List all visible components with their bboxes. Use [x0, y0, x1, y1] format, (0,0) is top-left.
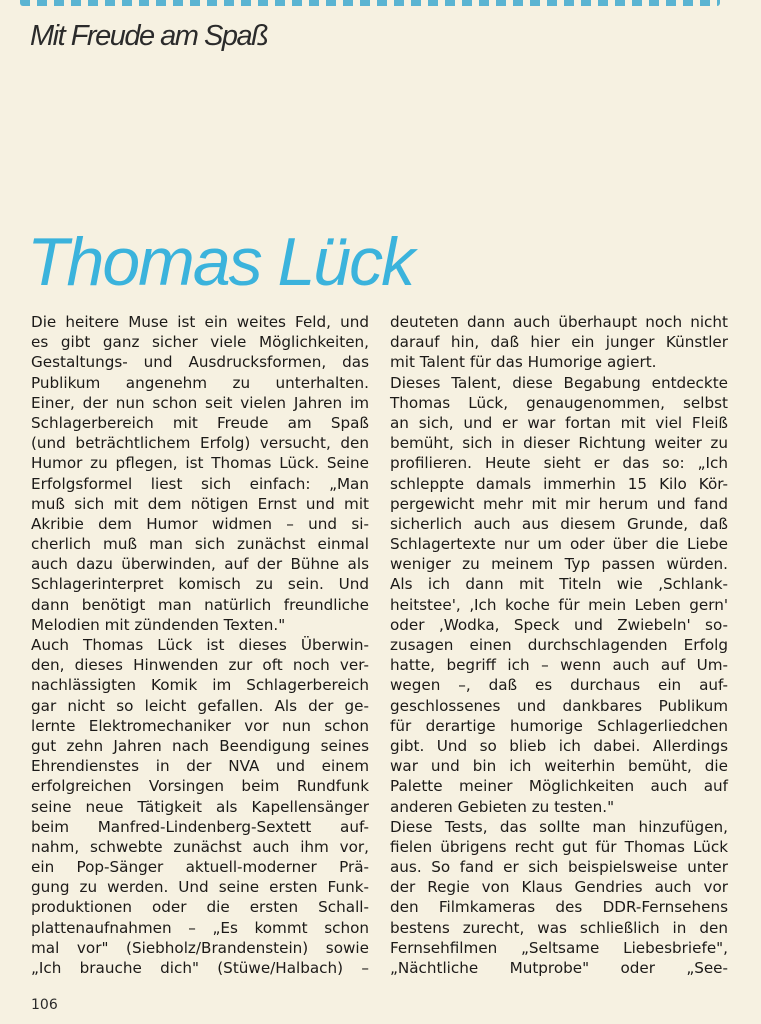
text-line: Fernsehfilmen „Seltsame Liebesbriefe", [390, 938, 728, 957]
article-column-left [31, 312, 369, 978]
text-line: Humor zu pflegen, ist Thomas Lück. Seine [31, 454, 369, 473]
article-column-right [390, 312, 728, 978]
text-line: den, dieses Hinwenden zur oft noch ver- [31, 656, 369, 675]
text-line: Schlagerbereich mit Freude am Spaß [31, 413, 369, 432]
text-line: Auch Thomas Lück ist dieses Überwin- [31, 636, 369, 654]
text-line: gibt. Und so blieb ich dabei. Allerdings [390, 736, 728, 755]
text-line: darauf hin, daß hier ein junger Künstler [390, 333, 728, 352]
text-line: sicherlich auch aus diesem Grunde, daß [390, 514, 728, 533]
text-line: für derartige humorige Schlagerliedchen [390, 716, 728, 735]
page-number: 106 [31, 997, 58, 1013]
text-line: nahm, schwebte zunächst auch ihm vor, [31, 837, 369, 856]
text-line: weniger zu meinem Typ passen würden. [390, 555, 728, 574]
text-line: oder ‚Wodka, Speck und Zwiebeln' so- [390, 615, 728, 634]
text-line: Palette meiner Möglichkeiten auch auf [390, 777, 728, 796]
text-line: geschlossenes und dankbares Publikum [390, 696, 728, 715]
text-line: es gibt ganz sicher viele Möglichkeiten, [31, 333, 369, 352]
section-title: Mit Freude am Spaß [30, 20, 268, 52]
text-line: „Nächtliche Mutprobe" oder „See- [390, 959, 728, 977]
text-line: produktionen oder die ersten Schall- [31, 898, 369, 917]
text-line: profilieren. Heute sieht er das so: „Ich [390, 454, 728, 473]
decorative-top-border [20, 0, 720, 6]
text-line: Erfolgsformel liest sich einfach: „Man [31, 474, 369, 493]
text-line: nachlässigten Komik im Schlagerbereich [31, 676, 369, 695]
text-line: beim Manfred-Lindenberg-Sextett auf- [31, 817, 369, 836]
text-line: muß sich mit dem nötigen Ernst und mit [31, 494, 369, 513]
text-line: Ehrendienstes in der NVA und einem [31, 757, 369, 776]
text-line: dann benötigt man natürlich freundliche [31, 595, 369, 614]
text-line: wegen –, daß es durchaus ein auf- [390, 676, 728, 695]
text-line: cherlich muß man sich zunächst einmal [31, 535, 369, 554]
text-line: an sich, und er war fortan mit viel Fleiß [390, 413, 728, 432]
text-line: Als ich dann mit Titeln wie ‚Schlank- [390, 575, 728, 594]
text-line: plattenaufnahmen – „Es kommt schon [31, 918, 369, 937]
text-line: „Ich brauche dich" (Stüwe/Halbach) – [31, 959, 369, 977]
text-line: deuteten dann auch überhaupt noch nicht [390, 313, 728, 331]
text-line: fielen übrigens recht gut für Thomas Lück [390, 837, 728, 856]
text-line: Diese Tests, das sollte man hinzufügen, [390, 817, 728, 836]
article-title: Thomas Lück [27, 224, 414, 300]
text-line: bestens zurecht, was schließlich in den [390, 918, 728, 937]
text-line: Thomas Lück, genaugenommen, selbst [390, 393, 728, 412]
text-line: aus. So fand er sich beispielsweise unter [390, 858, 728, 877]
text-line: pergewicht mehr mit mir herum und fand [390, 494, 728, 513]
text-line: Schlagerinterpret komisch zu sein. Und [31, 575, 369, 594]
text-line: der Regie von Klaus Gendries auch vor [390, 878, 728, 897]
text-line: Einer, der nun schon seit vielen Jahren im [31, 393, 369, 412]
text-line: heitstee', ‚Ich koche für mein Leben gern' [390, 595, 728, 614]
text-line: auch dazu überwinden, auf der Bühne als [31, 555, 369, 574]
text-line: schleppte damals immerhin 15 Kilo Kör- [390, 474, 728, 493]
text-line: lernte Elektromechaniker vor nun schon [31, 716, 369, 735]
text-line: hatte, begriff ich – wenn auch auf Um- [390, 656, 728, 675]
text-line: seine neue Tätigkeit als Kapellensänger [31, 797, 369, 816]
text-line: erfolgreichen Vorsingen beim Rundfunk [31, 777, 369, 796]
text-line: Gestaltungs- und Ausdrucksformen, das [31, 353, 369, 372]
text-line: den Filmkameras des DDR-Fernsehens [390, 898, 728, 917]
text-line: (und beträchtlichem Erfolg) versucht, den [31, 434, 369, 453]
text-line: gar nicht so leicht gefallen. Als der ge- [31, 696, 369, 715]
text-line: Melodien mit zündenden Texten." [31, 615, 286, 634]
text-line: anderen Gebieten zu testen." [390, 797, 615, 816]
text-line: gut zehn Jahren nach Beendigung seines [31, 736, 369, 755]
text-line: gung zu werden. Und seine ersten Funk- [31, 878, 369, 897]
text-line: war und bin ich weiterhin bemüht, die [390, 757, 728, 776]
text-line: Akribie dem Humor widmen – und si- [31, 514, 369, 533]
text-line: mal vor" (Siebholz/Brandenstein) sowie [31, 938, 369, 957]
text-line: Dieses Talent, diese Begabung entdeckte [390, 373, 728, 392]
text-line: Die heitere Muse ist ein weites Feld, und [31, 313, 369, 331]
text-line: ein Pop-Sänger aktuell-moderner Prä- [31, 858, 369, 877]
text-line: Publikum angenehm zu unterhalten. [31, 373, 369, 392]
text-line: zusagen einen durchschlagenden Erfolg [390, 636, 728, 654]
text-line: Schlagertexte nur um oder über die Liebe [390, 535, 728, 554]
text-line: bemüht, sich in dieser Richtung weiter zu [390, 434, 728, 453]
text-line: mit Talent für das Humorige agiert. [390, 353, 657, 372]
